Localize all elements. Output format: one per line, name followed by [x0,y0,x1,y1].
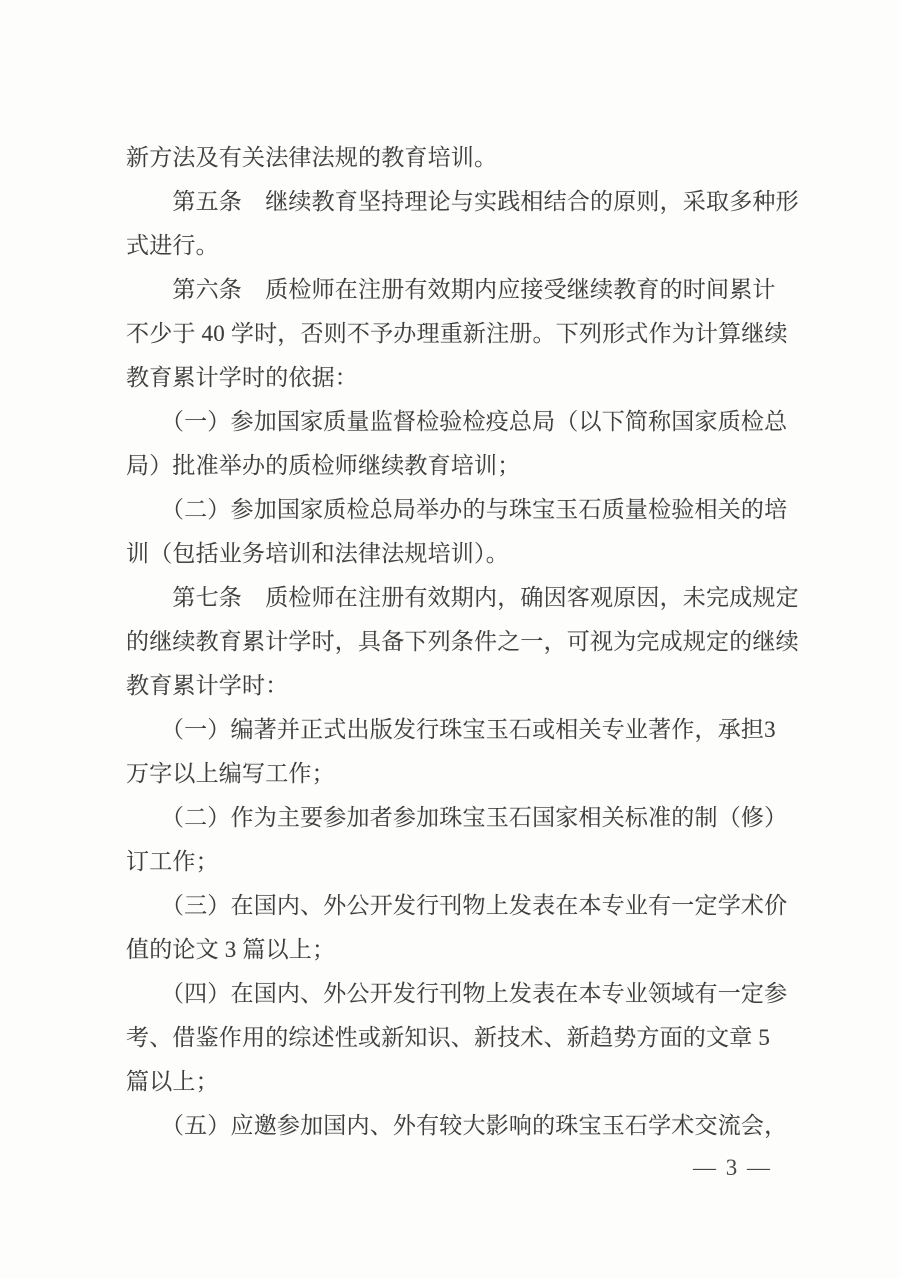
text-line: 值的论文 3 篇以上； [126,937,336,962]
page-number: — 3 — [693,1155,772,1180]
document-text-block [126,136,806,1148]
text-line: 教育累计学时： [126,673,289,698]
text-line: 不少于 40 学时，否则不予办理重新注册。下列形式作为计算继续 [126,321,788,346]
text-line: （一）编著并正式出版发行珠宝玉石或相关专业著作，承担3 [126,717,776,742]
text-line: 篇以上； [126,1069,219,1094]
page-footer [0,1146,900,1190]
text-line: 第五条 继续教育坚持理论与实践相结合的原则，采取多种形 [126,189,799,214]
text-line: （四）在国内、外公开发行刊物上发表在本专业领域有一定参 [126,981,788,1006]
text-line: （一）参加国家质量监督检验检疫总局（以下简称国家质检总 [126,409,788,434]
text-line: （二）参加国家质检总局举办的与珠宝玉石质量检验相关的培 [126,497,788,522]
text-line: 订工作； [126,849,219,874]
text-line: （二）作为主要参加者参加珠宝玉石国家相关标准的制（修） [126,805,788,830]
text-line: 的继续教育累计学时，具备下列条件之一，可视为完成规定的继续 [126,629,799,654]
text-line: 新方法及有关法律法规的教育培训。 [126,145,498,170]
text-line: 第七条 质检师在注册有效期内，确因客观原因，未完成规定 [126,585,799,610]
text-line: 式进行。 [126,233,219,258]
text-line: （三）在国内、外公开发行刊物上发表在本专业有一定学术价 [126,893,788,918]
text-line: 训（包括业务培训和法律法规培训）。 [126,541,509,566]
text-line: 考、借鉴作用的综述性或新知识、新技术、新趋势方面的文章 5 [126,1025,771,1050]
text-line: 教育累计学时的依据： [126,365,358,390]
text-line: 局）批准举办的质检师继续教育培训； [126,453,521,478]
text-line: 万字以上编写工作； [126,761,335,786]
text-line: 第六条 质检师在注册有效期内应接受继续教育的时间累计 [126,277,776,302]
text-line: （五）应邀参加国内、外有较大影响的珠宝玉石学术交流会， [126,1113,788,1138]
